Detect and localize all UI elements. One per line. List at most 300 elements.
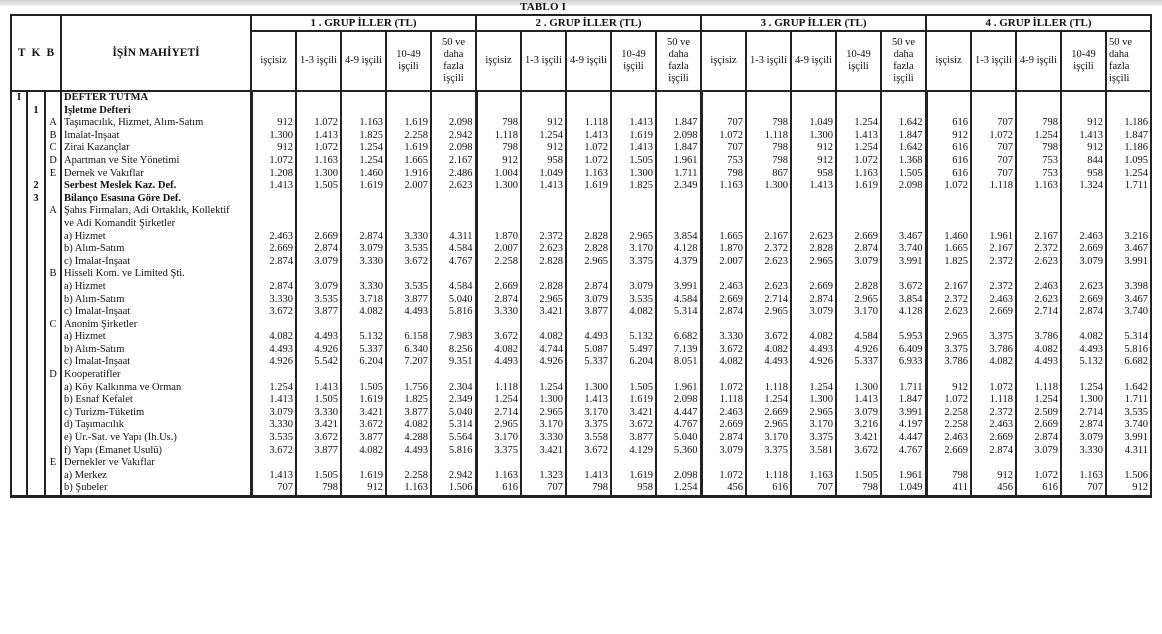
fee-cell [521,91,566,105]
fee-cell: 3.170 [836,306,881,319]
fee-cell [701,193,746,206]
fee-cell: 4.082 [611,306,656,319]
fee-cell: 2.669 [1061,294,1106,307]
fee-cell: 1.300 [296,168,341,181]
fee-cell: 616 [926,155,971,168]
row-code-b: A [45,205,61,218]
table-row [11,117,1151,130]
fee-cell [971,105,1016,118]
fee-cell: 2.463 [1016,281,1061,294]
fee-cell [881,205,926,218]
fee-cell [836,268,881,281]
fee-cell [566,218,611,231]
fee-cell [791,193,836,206]
fee-cell: 3.330 [521,432,566,445]
window-top-edge [0,0,1162,6]
fee-cell: 1.825 [341,130,386,143]
row-code-b [45,256,61,269]
fee-cell: 2.965 [836,294,881,307]
row-code-t [11,256,27,269]
table-row [11,445,1151,458]
fee-cell: 2.258 [386,130,431,143]
fee-cell [1106,369,1151,382]
row-label: c) İmalat-İnşaat [61,256,251,269]
fee-cell: 3.672 [341,419,386,432]
row-label: Taşımacılık, Hizmet, Alım-Satım [61,117,251,130]
header-b: B [46,46,55,59]
fee-cell [521,193,566,206]
fee-cell: 3.672 [881,281,926,294]
fee-cell [926,268,971,281]
fee-cell: 4.493 [1016,356,1061,369]
fee-cell [881,369,926,382]
fee-cell: 1.072 [971,382,1016,395]
fee-cell: 3.421 [836,432,881,445]
fee-cell: 2.874 [476,294,521,307]
fee-cell: 456 [971,482,1016,496]
fee-cell: 4.493 [476,356,521,369]
fee-cell: 3.854 [656,231,701,244]
fee-cell: 2.463 [1061,231,1106,244]
fee-cell: 1.413 [836,130,881,143]
row-code-t [11,155,27,168]
fee-cell [656,319,701,332]
fee-cell: 3.375 [476,445,521,458]
fee-cell: 1.118 [746,130,791,143]
row-code-k [27,294,45,307]
table-row [11,482,1151,496]
fee-cell: 3.079 [341,243,386,256]
fee-cell: 2.965 [521,294,566,307]
fee-cell [746,205,791,218]
table-row [11,91,1151,105]
fee-cell: 1.413 [566,394,611,407]
table-row [11,394,1151,407]
fee-cell: 1.506 [431,482,476,496]
fee-cell: 1.254 [476,394,521,407]
table-row [11,407,1151,420]
fee-cell [881,457,926,470]
table-row [11,356,1151,369]
header-k: K [31,46,41,59]
tkb-header [11,15,61,91]
fee-cell [1106,218,1151,231]
fee-cell: 1.254 [1061,382,1106,395]
fee-cell [746,193,791,206]
fee-cell: 3.672 [836,445,881,458]
table-row [11,130,1151,143]
fee-cell: 3.079 [791,306,836,319]
fee-cell [746,457,791,470]
fee-cell: 2.965 [566,256,611,269]
row-code-t [11,268,27,281]
fee-cell: 3.421 [521,306,566,319]
fee-cell: 2.669 [971,432,1016,445]
fee-cell [971,193,1016,206]
fee-cell: 1.711 [656,168,701,181]
fee-cell [521,218,566,231]
table-row [11,369,1151,382]
fee-cell: 4.926 [836,344,881,357]
row-label: c) Turizm-Tüketim [61,407,251,420]
fee-cell: 3.079 [836,256,881,269]
fee-cell: 3.330 [251,294,296,307]
fee-cell [1016,205,1061,218]
fee-cell: 5.564 [431,432,476,445]
fee-cell: 912 [926,130,971,143]
fee-cell: 5.542 [296,356,341,369]
fee-cell: 3.558 [566,432,611,445]
fee-cell: 3.672 [566,445,611,458]
fee-cell [656,369,701,382]
fee-cell: 3.170 [746,432,791,445]
row-code-b: D [45,155,61,168]
fee-cell: 2.167 [1016,231,1061,244]
fee-cell: 4.767 [656,419,701,432]
fee-cell: 3.330 [1061,445,1106,458]
fee-cell [341,218,386,231]
fee-cell: 4.082 [701,356,746,369]
fee-cell: 4.493 [1061,344,1106,357]
fee-cell: 1.324 [1061,180,1106,193]
fee-cell: 707 [251,482,296,496]
fee-cell: 2.486 [431,168,476,181]
fee-cell: 1.505 [611,155,656,168]
row-code-b: C [45,142,61,155]
fee-cell [341,268,386,281]
fee-cell [1016,457,1061,470]
row-code-t [11,457,27,470]
table-row [11,419,1151,432]
row-code-b: B [45,268,61,281]
row-code-b [45,419,61,432]
fee-cell: 912 [251,142,296,155]
fee-cell: 1.505 [296,180,341,193]
fee-cell [341,105,386,118]
fee-cell: 3.079 [296,256,341,269]
fee-cell: 2.098 [656,470,701,483]
fee-cell: 1.186 [1106,117,1151,130]
fee-cell: 2.098 [431,142,476,155]
fee-cell: 8.256 [431,344,476,357]
row-code-t [11,432,27,445]
fee-cell [791,105,836,118]
fee-cell: 3.672 [251,306,296,319]
row-code-t [11,294,27,307]
fee-cell: 798 [701,168,746,181]
fee-cell: 2.828 [521,281,566,294]
fee-cell: 3.672 [611,419,656,432]
fee-cell: 1.756 [386,382,431,395]
fee-cell [296,218,341,231]
fee-cell: 3.375 [791,432,836,445]
subcol-header: 10-49 işçili [1061,31,1106,91]
fee-cell [341,457,386,470]
fee-cell [1016,369,1061,382]
fee-cell: 2.965 [746,306,791,319]
fee-cell: 3.991 [1106,432,1151,445]
fee-cell [386,105,431,118]
fee-cell [746,105,791,118]
fee-cell: 1.254 [521,382,566,395]
fee-cell: 3.877 [296,306,341,319]
fee-cell: 2.874 [251,281,296,294]
fee-cell: 912 [521,142,566,155]
table-row [11,193,1151,206]
fee-cell: 844 [1061,155,1106,168]
fee-cell: 2.372 [926,294,971,307]
fee-cell: 4.082 [341,306,386,319]
fee-cell [971,369,1016,382]
fee-cell: 4.926 [296,344,341,357]
fee-cell [296,105,341,118]
fee-cell [1016,193,1061,206]
fee-cell: 3.375 [746,445,791,458]
fee-cell: 2.623 [1016,294,1061,307]
row-code-k [27,470,45,483]
fee-cell: 4.926 [521,356,566,369]
fee-cell [746,369,791,382]
fee-cell: 912 [971,470,1016,483]
fee-cell: 3.877 [386,294,431,307]
fee-cell [971,319,1016,332]
row-code-b [45,382,61,395]
row-code-k [27,319,45,332]
fee-cell: 1.413 [566,130,611,143]
fee-cell: 616 [926,168,971,181]
fee-cell: 4.082 [1016,344,1061,357]
fee-cell: 2.714 [476,407,521,420]
fee-cell: 1.505 [836,470,881,483]
fee-cell [701,319,746,332]
table-row [11,243,1151,256]
fee-cell: 3.877 [566,306,611,319]
fee-cell: 1.413 [611,142,656,155]
row-code-b [45,180,61,193]
fee-cell: 707 [971,155,1016,168]
row-label: b) Alım-Satım [61,344,251,357]
fee-cell: 1.163 [701,180,746,193]
fee-cell: 3.375 [611,256,656,269]
fee-cell: 1.413 [791,180,836,193]
fee-cell [971,205,1016,218]
subcol-header: işçisiz [251,31,296,91]
fee-cell: 1.254 [341,142,386,155]
fee-cell [1106,91,1151,105]
fee-cell [611,369,656,382]
row-code-t [11,117,27,130]
fee-cell [656,205,701,218]
row-label: İmalat-İnşaat [61,130,251,143]
fee-cell: 5.314 [1106,331,1151,344]
fee-cell [476,457,521,470]
row-code-t [11,369,27,382]
fee-cell: 411 [926,482,971,496]
fee-cell: 798 [296,482,341,496]
fee-cell: 1.254 [836,117,881,130]
fee-cell: 3.079 [296,281,341,294]
fee-cell: 1.254 [251,382,296,395]
fee-cell: 6.409 [881,344,926,357]
fee-cell: 2.258 [476,256,521,269]
fee-cell: 1.072 [251,155,296,168]
row-code-b [45,344,61,357]
table-row [11,180,1151,193]
row-code-k [27,331,45,344]
fee-cell: 1.460 [341,168,386,181]
fee-cell: 1.711 [881,382,926,395]
fee-cell: 798 [1016,117,1061,130]
fee-cell: 2.828 [521,256,566,269]
fee-cell: 1.300 [611,168,656,181]
subcol-header: 1-3 işçili [296,31,341,91]
row-code-t [11,105,27,118]
fee-cell: 3.421 [341,407,386,420]
fee-cell: 5.040 [656,432,701,445]
fee-cell: 4.493 [566,331,611,344]
fee-cell: 958 [521,155,566,168]
row-code-b [45,193,61,206]
subcol-header: 4-9 işçili [341,31,386,91]
row-code-t [11,331,27,344]
fee-cell: 7.139 [656,344,701,357]
row-code-k [27,432,45,445]
description-header: İŞİN MAHİYETİ [61,15,251,91]
fee-cell: 912 [521,117,566,130]
row-code-t [11,193,27,206]
fee-cell: 2.463 [701,281,746,294]
fee-cell: 2.258 [926,419,971,432]
fee-cell: 1.163 [566,168,611,181]
row-code-b [45,482,61,496]
table-row [11,231,1151,244]
row-label: b) Alım-Satım [61,294,251,307]
fee-cell [566,193,611,206]
fee-cell: 2.942 [431,130,476,143]
fee-cell: 4.129 [611,445,656,458]
fee-cell [341,319,386,332]
fee-cell: 616 [1016,482,1061,496]
subcol-header: 4-9 işçili [791,31,836,91]
fee-cell: 1.505 [341,382,386,395]
fee-cell: 1.163 [791,470,836,483]
fee-cell [836,105,881,118]
fee-cell [1106,193,1151,206]
subcol-header: 4-9 işçili [1016,31,1061,91]
fee-cell: 9.351 [431,356,476,369]
fee-cell: 5.314 [431,419,476,432]
table-body [11,91,1151,497]
fee-cell: 5.132 [1061,356,1106,369]
row-code-b [45,243,61,256]
table-row [11,105,1151,118]
fee-cell [1061,268,1106,281]
row-code-t [11,180,27,193]
row-code-b [45,231,61,244]
fee-cell [431,193,476,206]
fee-cell: 1.870 [476,231,521,244]
fee-cell: 1.072 [926,394,971,407]
fee-cell [1016,91,1061,105]
row-code-b [45,105,61,118]
fee-cell: 1.095 [1106,155,1151,168]
fee-cell [836,369,881,382]
row-label: Dernek ve Vakıflar [61,168,251,181]
row-label: a) Merkez [61,470,251,483]
fee-cell: 912 [251,117,296,130]
fee-cell: 2.669 [701,419,746,432]
fee-cell [746,91,791,105]
row-code-t [11,243,27,256]
row-code-t: I [11,91,27,105]
fee-cell: 1.254 [1106,168,1151,181]
fee-cell: 2.965 [521,407,566,420]
fee-cell [926,91,971,105]
fee-cell: 4.379 [656,256,701,269]
fee-cell: 1.186 [1106,142,1151,155]
fee-cell: 3.216 [836,419,881,432]
fee-cell [566,319,611,332]
row-code-b: C [45,319,61,332]
fee-cell [701,91,746,105]
fee-cell: 3.672 [251,445,296,458]
fee-cell: 958 [611,482,656,496]
row-label: c) İmalat-İnşaat [61,356,251,369]
fee-cell: 1.413 [611,117,656,130]
fee-cell: 3.170 [611,243,656,256]
fee-cell [431,268,476,281]
fee-cell: 1.072 [566,142,611,155]
fee-cell: 1.072 [296,142,341,155]
fee-cell: 2.372 [971,407,1016,420]
row-label: e) Ür.-Sat. ve Yapı (İh.Us.) [61,432,251,445]
table-row [11,268,1151,281]
table-row [11,344,1151,357]
fee-cell: 4.447 [881,432,926,445]
fee-cell: 2.167 [431,155,476,168]
fee-cell: 1.118 [1016,382,1061,395]
fee-cell: 1.300 [836,382,881,395]
fee-cell: 2.623 [521,243,566,256]
fee-cell: 1.619 [836,180,881,193]
row-code-t [11,344,27,357]
table-header [11,15,1151,91]
fee-cell: 3.786 [1016,331,1061,344]
fee-cell: 2.623 [926,306,971,319]
fee-cell: 4.493 [386,306,431,319]
fee-cell: 1.163 [836,168,881,181]
fee-cell: 1.163 [341,117,386,130]
fee-cell: 2.874 [701,432,746,445]
fee-cell [611,268,656,281]
fee-cell: 3.535 [386,243,431,256]
fee-cell: 4.493 [746,356,791,369]
fee-cell: 1.118 [701,394,746,407]
fee-cell [1106,457,1151,470]
fee-cell: 3.672 [386,256,431,269]
fee-cell [836,91,881,105]
fee-cell [566,457,611,470]
fee-cell [926,105,971,118]
fee-cell: 5.337 [566,356,611,369]
table-row [11,432,1151,445]
fee-cell: 958 [791,168,836,181]
fee-cell [251,205,296,218]
subcol-header: 50 ve daha fazla işçili [881,31,926,91]
header-row-groups [11,15,1151,31]
fee-cell: 3.877 [611,432,656,445]
fee-cell [746,319,791,332]
